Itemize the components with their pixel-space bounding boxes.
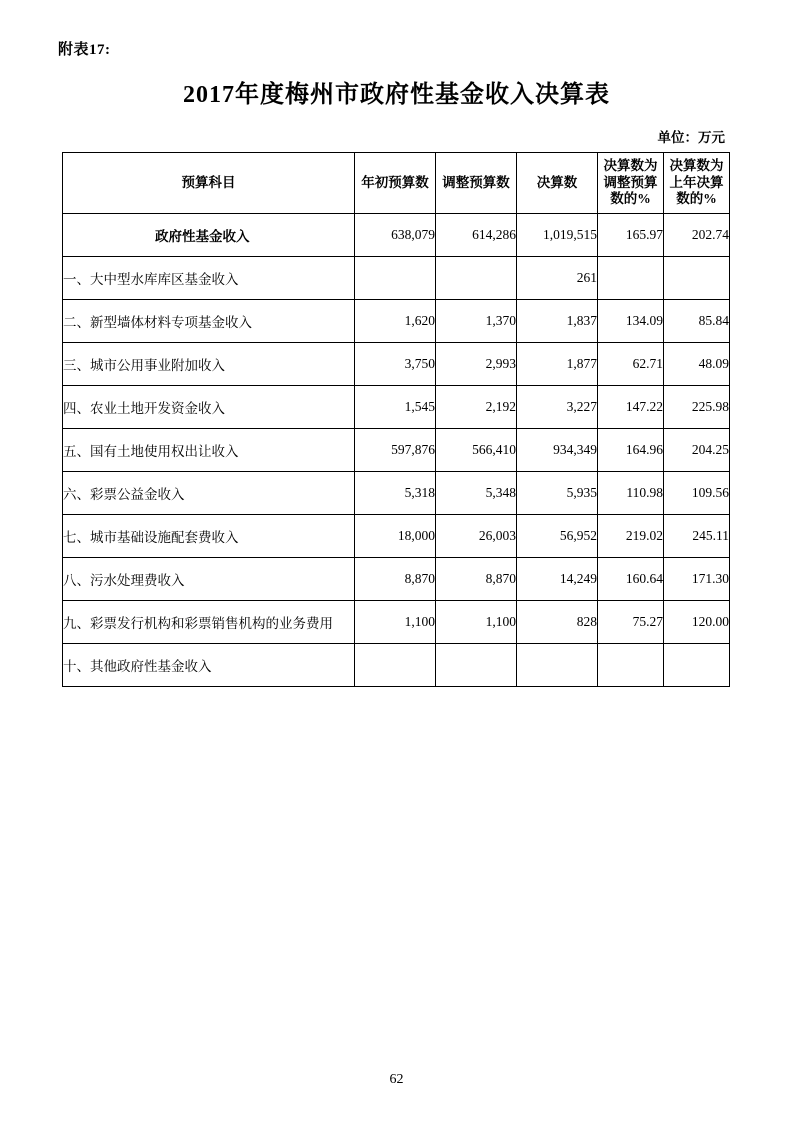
cell-pct-adjusted: 164.96 [598, 429, 664, 472]
column-header-begin-budget: 年初预算数 [355, 153, 436, 214]
cell-adjusted-budget: 614,286 [436, 214, 517, 257]
table-row [63, 214, 730, 257]
cell-adjusted-budget [436, 644, 517, 687]
cell-begin-budget: 3,750 [355, 343, 436, 386]
cell-adjusted-budget: 5,348 [436, 472, 517, 515]
cell-pct-last-year: 202.74 [664, 214, 730, 257]
cell-pct-last-year: 204.25 [664, 429, 730, 472]
cell-pct-adjusted: 110.98 [598, 472, 664, 515]
table-row [63, 644, 730, 687]
cell-adjusted-budget [436, 257, 517, 300]
cell-begin-budget: 1,620 [355, 300, 436, 343]
cell-adjusted-budget: 1,370 [436, 300, 517, 343]
budget-item-label: 政府性基金收入 [63, 214, 355, 257]
budget-item-label: 六、彩票公益金收入 [63, 472, 355, 515]
budget-item-label: 五、国有土地使用权出让收入 [63, 429, 355, 472]
cell-adjusted-budget: 2,993 [436, 343, 517, 386]
budget-item-label: 四、农业土地开发资金收入 [63, 386, 355, 429]
cell-pct-last-year: 48.09 [664, 343, 730, 386]
cell-final: 3,227 [517, 386, 598, 429]
cell-pct-last-year: 245.11 [664, 515, 730, 558]
cell-pct-last-year: 225.98 [664, 386, 730, 429]
cell-pct-adjusted [598, 257, 664, 300]
attachment-label: 附表17: [58, 42, 111, 58]
table-row [63, 300, 730, 343]
cell-final: 1,019,515 [517, 214, 598, 257]
cell-begin-budget [355, 257, 436, 300]
budget-item-label: 八、污水处理费收入 [63, 558, 355, 601]
column-header-pct-adjusted: 决算数为调整预算数的% [598, 153, 664, 214]
column-header-final: 决算数 [517, 153, 598, 214]
cell-pct-adjusted: 147.22 [598, 386, 664, 429]
cell-begin-budget: 1,545 [355, 386, 436, 429]
cell-adjusted-budget: 26,003 [436, 515, 517, 558]
cell-final: 5,935 [517, 472, 598, 515]
cell-begin-budget [355, 644, 436, 687]
table-row [63, 601, 730, 644]
table-row [63, 257, 730, 300]
cell-final: 14,249 [517, 558, 598, 601]
budget-table [62, 152, 730, 687]
budget-item-label: 七、城市基础设施配套费收入 [63, 515, 355, 558]
cell-adjusted-budget: 1,100 [436, 601, 517, 644]
cell-adjusted-budget: 566,410 [436, 429, 517, 472]
column-header-pct-last-year: 决算数为上年决算数的% [664, 153, 730, 214]
cell-begin-budget: 1,100 [355, 601, 436, 644]
cell-begin-budget: 638,079 [355, 214, 436, 257]
table-row [63, 343, 730, 386]
budget-item-label: 三、城市公用事业附加收入 [63, 343, 355, 386]
cell-final: 56,952 [517, 515, 598, 558]
cell-final: 261 [517, 257, 598, 300]
cell-final [517, 644, 598, 687]
table-row [63, 472, 730, 515]
cell-pct-adjusted: 160.64 [598, 558, 664, 601]
budget-item-label: 十、其他政府性基金收入 [63, 644, 355, 687]
cell-pct-adjusted: 62.71 [598, 343, 664, 386]
cell-begin-budget: 18,000 [355, 515, 436, 558]
unit-label: 单位：万元 [657, 130, 725, 145]
budget-item-label: 二、新型墙体材料专项基金收入 [63, 300, 355, 343]
cell-final: 1,837 [517, 300, 598, 343]
cell-adjusted-budget: 8,870 [436, 558, 517, 601]
cell-pct-last-year: 109.56 [664, 472, 730, 515]
cell-final: 828 [517, 601, 598, 644]
table-row [63, 558, 730, 601]
cell-pct-last-year [664, 644, 730, 687]
cell-pct-last-year: 85.84 [664, 300, 730, 343]
cell-pct-last-year [664, 257, 730, 300]
cell-pct-adjusted: 219.02 [598, 515, 664, 558]
page-number: 62 [389, 1072, 404, 1087]
cell-pct-last-year: 120.00 [664, 601, 730, 644]
column-header-adjusted-budget: 调整预算数 [436, 153, 517, 214]
cell-pct-adjusted: 165.97 [598, 214, 664, 257]
budget-item-label: 一、大中型水库库区基金收入 [63, 257, 355, 300]
cell-begin-budget: 597,876 [355, 429, 436, 472]
cell-pct-last-year: 171.30 [664, 558, 730, 601]
cell-pct-adjusted [598, 644, 664, 687]
table-row [63, 386, 730, 429]
cell-begin-budget: 8,870 [355, 558, 436, 601]
cell-pct-adjusted: 134.09 [598, 300, 664, 343]
page-title: 2017年度梅州市政府性基金收入决算表 [183, 82, 610, 108]
table-row [63, 515, 730, 558]
cell-pct-adjusted: 75.27 [598, 601, 664, 644]
cell-begin-budget: 5,318 [355, 472, 436, 515]
table-header-row [63, 153, 730, 214]
cell-adjusted-budget: 2,192 [436, 386, 517, 429]
column-header-item: 预算科目 [63, 153, 355, 214]
cell-final: 1,877 [517, 343, 598, 386]
table-row [63, 429, 730, 472]
budget-item-label: 九、彩票发行机构和彩票销售机构的业务费用 [63, 601, 355, 644]
cell-final: 934,349 [517, 429, 598, 472]
